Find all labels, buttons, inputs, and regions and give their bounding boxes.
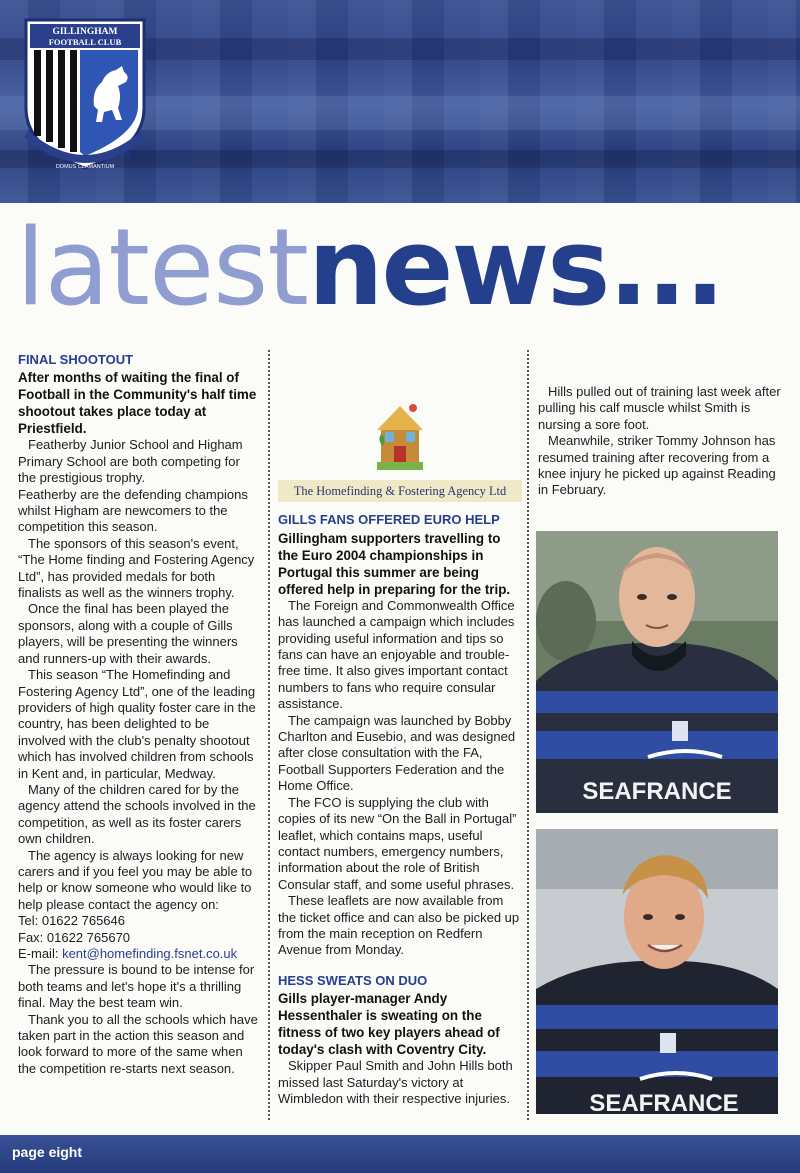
email-link[interactable]: kent@homefinding.fsnet.co.uk [62, 946, 238, 961]
article-paragraph: These leaflets are now available from the ticket office and can also be picked up from the main reception on Redfern Avenue from Monday. [278, 893, 520, 958]
article-paragraph: Meanwhile, striker Tommy Johnson has resumed training after recovering from a knee injury he picked up against Reading in February. [538, 433, 776, 498]
email-label: E-mail: [18, 946, 63, 961]
article-paragraph: The agency is always looking for new carers and if you feel you may be able to help or know someone who would like to help please contact the agency on: [18, 847, 253, 912]
footer-band [0, 1135, 800, 1173]
player-photo-1 [536, 531, 778, 813]
article-paragraph: The Foreign and Commonwealth Office has launched a campaign which includes providing useful information and tips so fans can have an enjoyable and trouble-free time. It also gives important contact numbers to fans who require consular assistance. [278, 597, 515, 712]
article-heading: GILLS FANS OFFERED EURO HELP [278, 512, 500, 528]
contact-email-line [18, 946, 260, 962]
title-light: latest [16, 206, 308, 329]
sponsor-text: SEAFRANCE [589, 1090, 739, 1114]
sponsor-text: SEAFRANCE [582, 778, 732, 805]
article-paragraph: The sponsors of this season's event, “The Home finding and Fostering Agency Ltd”, has provided medals for both finalists as well as the winners trophy. [18, 535, 255, 601]
club-crest-logo [22, 16, 148, 176]
crest-bottom-text: FOOTBALL CLUB [48, 37, 122, 47]
contact-fax: Fax: 01622 765670 [18, 929, 131, 945]
column-2 [278, 354, 522, 1107]
article-lede: Gills player-manager Andy Hessenthaler is sweating on the fitness of two key players ahead of today's clash with Coventry City. [278, 991, 500, 1058]
article-paragraph: This season “The Homefinding and Fostering Agency Ltd”, one of the leading providers of high quality foster care in the country, has been delighted to be involved with the club's penalty shootout which has involved children from schools in Kent and, in particular, Medway. [18, 667, 256, 781]
agency-logo [278, 354, 522, 502]
column-1 [18, 352, 260, 1077]
crest-motto-text: DOMUS CLAMANTIUM [55, 164, 115, 170]
header-band [0, 0, 800, 203]
article-lede: Gillingham supporters travelling to the Euro 2004 championships in Portugal this summer are being offered help in preparing for the trip. [278, 530, 511, 597]
article-paragraph: Featherby are the defending champions whilst Higham are newcomers to the competition this season. [18, 486, 248, 535]
article-paragraph: The FCO is supplying the club with copies of its new “On the Ball in Portugal” leaflet, which contains maps, useful contact numbers, emergency numbers, information about the role of British Consular staff, and some useful phrases. [278, 794, 517, 892]
agency-name: The Homefinding & Fostering Agency Ltd [278, 480, 522, 502]
crest-year-text: 1893 [116, 152, 130, 158]
article-paragraph: Many of the children cared for by the agency attend the schools involved in the competition, as well as its foster carers own children. [18, 781, 256, 847]
column-divider [268, 350, 270, 1120]
article-paragraph: Skipper Paul Smith and John Hills both missed last Saturday's victory at Wimbledon with their respective injuries. [278, 1058, 513, 1106]
title-bold: news... [307, 206, 724, 329]
article-heading: FINAL SHOOTOUT [18, 352, 134, 367]
page-number-label: page eight [12, 1144, 83, 1160]
crest-est-text: EST [44, 152, 56, 158]
house-icon [375, 400, 425, 472]
page-title [16, 208, 723, 328]
article-heading: HESS SWEATS ON DUO [278, 972, 428, 988]
article-paragraph: The pressure is bound to be intense for both teams and let's hope it's a thrilling final. May the best team win. [18, 962, 255, 1011]
player-photo-2 [536, 829, 778, 1114]
article-lede: After months of waiting the final of Football in the Community's half time shootout takes place today at Priestfield. [18, 370, 257, 437]
article-paragraph: Thank you to all the schools which have taken part in the action this season and look forward to more of the same when the competition re-starts next season. [18, 1011, 258, 1076]
article-paragraph: Hills pulled out of training last week after pulling his calf muscle whilst Smith is nursing a sore foot. [538, 384, 781, 432]
article-paragraph: Featherby Junior School and Higham Primary School are both competing for the prestigious trophy. [18, 437, 243, 486]
article-paragraph: Once the final has been played the sponsors, along with a couple of Gills players, will be presenting the winners and runners-up with their awards. [18, 601, 238, 666]
column-divider [527, 350, 529, 1120]
crest-top-text: GILLINGHAM [52, 27, 118, 37]
column-3 [538, 384, 788, 499]
article-paragraph: The campaign was launched by Bobby Charlton and Eusebio, and was designed after close consultation with the FA, Football Supporters Federation and the Home Office. [278, 712, 516, 794]
contact-tel: Tel: 01622 765646 [18, 913, 125, 929]
